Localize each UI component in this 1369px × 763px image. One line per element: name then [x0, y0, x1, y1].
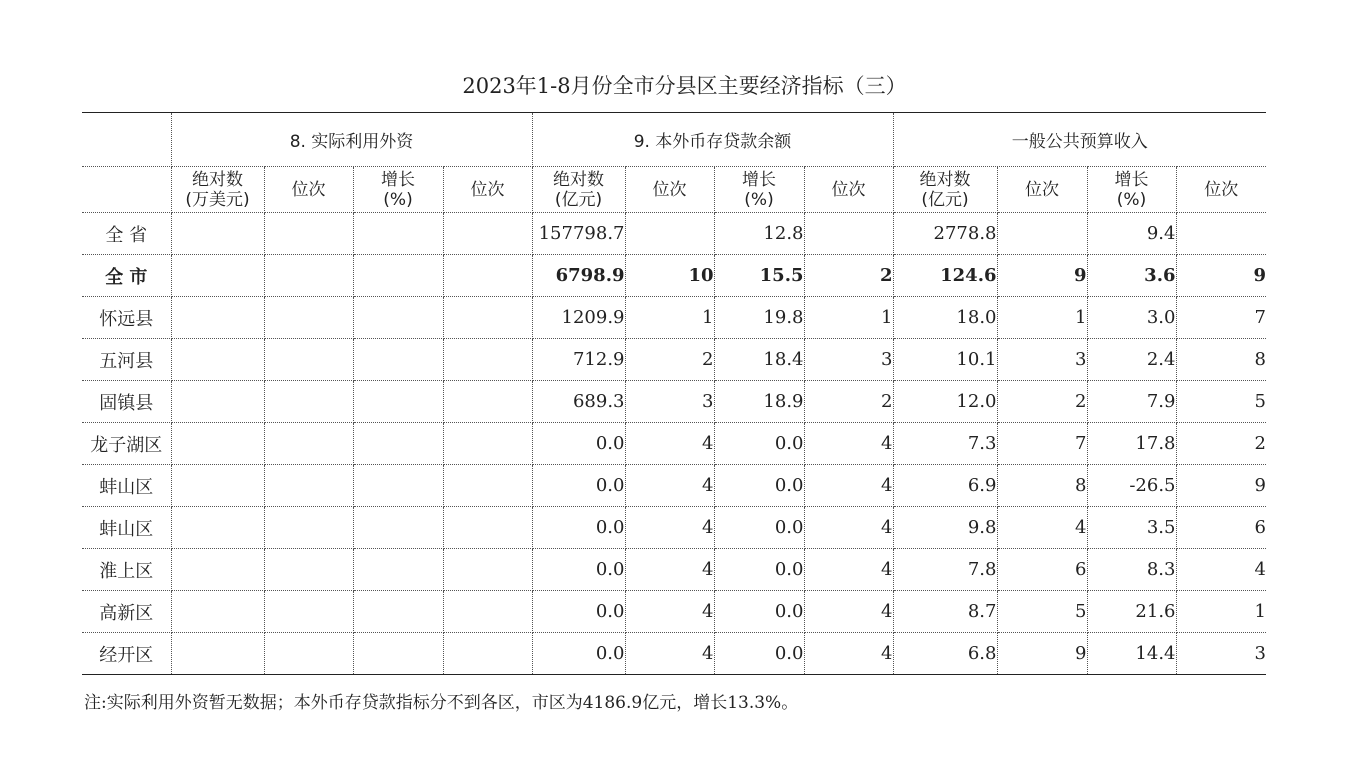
table-cell: 3	[997, 339, 1087, 381]
col-header-growth	[1087, 167, 1176, 213]
table-cell	[443, 633, 532, 675]
table-cell: 18.4	[714, 339, 804, 381]
table-row	[82, 549, 1266, 591]
table-cell	[171, 255, 264, 297]
table-cell	[443, 381, 532, 423]
table-cell: 7	[1176, 297, 1266, 339]
table-cell	[443, 465, 532, 507]
table-cell: 14.4	[1087, 633, 1176, 675]
region-name: 五河县	[82, 339, 171, 381]
region-name: 全 市	[82, 255, 171, 297]
table-cell: 689.3	[532, 381, 625, 423]
header-label: 增长	[742, 169, 776, 190]
table-cell	[171, 339, 264, 381]
table-cell	[443, 339, 532, 381]
table-cell	[171, 213, 264, 255]
corner-cell	[82, 113, 171, 167]
page-title: 2023年1-8月份全市分县区主要经济指标（三）	[462, 74, 907, 98]
corner-cell	[82, 167, 171, 213]
region-name: 蚌山区	[82, 465, 171, 507]
table-cell	[264, 255, 353, 297]
table-cell: 3	[625, 381, 714, 423]
table-row	[82, 297, 1266, 339]
table-cell	[264, 381, 353, 423]
col-header-growth	[714, 167, 804, 213]
table-cell: 6	[997, 549, 1087, 591]
table-cell: 0.0	[714, 465, 804, 507]
table-cell	[353, 423, 443, 465]
table-cell	[353, 381, 443, 423]
table-cell: 15.5	[714, 255, 804, 297]
header-unit: (万美元)	[185, 189, 250, 210]
indicator-table	[82, 112, 1266, 675]
table-cell	[443, 507, 532, 549]
table-cell: 5	[997, 591, 1087, 633]
table-cell: 8.7	[893, 591, 997, 633]
table-cell: 9	[997, 255, 1087, 297]
table-cell: 9.8	[893, 507, 997, 549]
table-cell: 1	[997, 297, 1087, 339]
table-cell: 9.4	[1087, 213, 1176, 255]
col-header-absolute	[893, 167, 997, 213]
table-cell: 2.4	[1087, 339, 1176, 381]
col-header-rank: 位次	[997, 167, 1087, 213]
table-cell	[443, 591, 532, 633]
table-cell: 18.0	[893, 297, 997, 339]
table-cell: 0.0	[532, 423, 625, 465]
region-name: 经开区	[82, 633, 171, 675]
table-cell: 1209.9	[532, 297, 625, 339]
col-header-rank: 位次	[1176, 167, 1266, 213]
table-cell	[171, 549, 264, 591]
table-cell: 6798.9	[532, 255, 625, 297]
region-name: 蚌山区	[82, 507, 171, 549]
table-cell: 4	[625, 549, 714, 591]
table-cell: 2	[997, 381, 1087, 423]
table-cell: 8	[1176, 339, 1266, 381]
table-cell: 2778.8	[893, 213, 997, 255]
table-cell	[353, 213, 443, 255]
region-name: 龙子湖区	[82, 423, 171, 465]
table-cell	[443, 213, 532, 255]
header-label: 绝对数	[919, 169, 971, 190]
table-cell: 2	[1176, 423, 1266, 465]
table-cell	[171, 381, 264, 423]
header-unit: (%)	[383, 189, 413, 210]
table-cell: 7.8	[893, 549, 997, 591]
table-cell	[353, 633, 443, 675]
table-cell: 6.9	[893, 465, 997, 507]
table-cell: 7	[997, 423, 1087, 465]
table-row	[82, 591, 1266, 633]
table-cell	[264, 339, 353, 381]
col-header-rank: 位次	[804, 167, 893, 213]
table-cell: 3.6	[1087, 255, 1176, 297]
table-cell: 3.0	[1087, 297, 1176, 339]
table-cell	[171, 633, 264, 675]
table-row	[82, 213, 1266, 255]
table-cell	[443, 549, 532, 591]
table-cell	[353, 591, 443, 633]
table-cell: 4	[997, 507, 1087, 549]
header-unit: (亿元)	[554, 189, 603, 210]
table-cell: 0.0	[714, 591, 804, 633]
table-cell	[353, 297, 443, 339]
region-name: 固镇县	[82, 381, 171, 423]
table-cell: 9	[1176, 465, 1266, 507]
table-cell: 12.0	[893, 381, 997, 423]
table-cell: 124.6	[893, 255, 997, 297]
table-cell: 4	[625, 423, 714, 465]
table-row	[82, 255, 1266, 297]
table-cell: 21.6	[1087, 591, 1176, 633]
table-cell: 0.0	[532, 591, 625, 633]
col-header-rank: 位次	[625, 167, 714, 213]
col-header-rank: 位次	[264, 167, 353, 213]
group-header-foreign-investment: 8. 实际利用外资	[171, 113, 532, 167]
table-cell: 3	[804, 339, 893, 381]
table-cell: 0.0	[714, 549, 804, 591]
table-cell	[443, 297, 532, 339]
table-cell: 4	[804, 507, 893, 549]
col-header-absolute	[532, 167, 625, 213]
table-cell	[264, 297, 353, 339]
table-cell	[443, 255, 532, 297]
table-cell	[1176, 213, 1266, 255]
header-unit: (%)	[1116, 189, 1147, 210]
table-cell: 6	[1176, 507, 1266, 549]
table-cell: 4	[804, 465, 893, 507]
table-cell: 4	[625, 465, 714, 507]
table-cell	[625, 213, 714, 255]
table-cell: 4	[625, 633, 714, 675]
footnote: 注:实际利用外资暂无数据；本外币存贷款指标分不到各区，市区为4186.9亿元，增长13.3%。	[84, 693, 799, 713]
table-cell	[353, 507, 443, 549]
table-cell: 4	[804, 423, 893, 465]
table-cell	[264, 633, 353, 675]
header-label: 增长	[1114, 169, 1149, 190]
col-header-absolute	[171, 167, 264, 213]
header-label: 增长	[381, 169, 415, 190]
header-unit: (亿元)	[921, 189, 969, 210]
table-cell: 9	[997, 633, 1087, 675]
table-cell	[264, 465, 353, 507]
table-cell: 4	[1176, 549, 1266, 591]
table-cell: 0.0	[714, 633, 804, 675]
table-cell: 18.9	[714, 381, 804, 423]
group-header-budget-revenue: 一般公共预算收入	[893, 113, 1266, 167]
table-cell: 6.8	[893, 633, 997, 675]
table-cell: 0.0	[532, 549, 625, 591]
table-cell: 4	[804, 633, 893, 675]
header-label: 绝对数	[192, 169, 243, 190]
table-cell: 10.1	[893, 339, 997, 381]
table-cell: 19.8	[714, 297, 804, 339]
table-cell	[264, 423, 353, 465]
table-cell: 3.5	[1087, 507, 1176, 549]
table-cell	[443, 423, 532, 465]
table-cell: 10	[625, 255, 714, 297]
table-cell	[353, 465, 443, 507]
table-cell	[264, 591, 353, 633]
table-cell: 12.8	[714, 213, 804, 255]
table-cell	[353, 339, 443, 381]
table-cell	[264, 213, 353, 255]
table-cell	[171, 297, 264, 339]
table-cell: 7.9	[1087, 381, 1176, 423]
region-name: 高新区	[82, 591, 171, 633]
table-cell: 4	[804, 591, 893, 633]
table-cell: -26.5	[1087, 465, 1176, 507]
table-cell: 4	[625, 507, 714, 549]
table-cell: 0.0	[532, 465, 625, 507]
table-cell	[353, 255, 443, 297]
table-cell: 9	[1176, 255, 1266, 297]
col-header-growth	[353, 167, 443, 213]
table-cell	[171, 591, 264, 633]
table-cell: 1	[804, 297, 893, 339]
table-cell	[264, 549, 353, 591]
table-cell: 0.0	[532, 507, 625, 549]
region-name: 全 省	[82, 213, 171, 255]
table-cell: 5	[1176, 381, 1266, 423]
table-cell: 2	[625, 339, 714, 381]
table-cell: 3	[1176, 633, 1266, 675]
table-cell: 0.0	[714, 423, 804, 465]
table-cell	[804, 213, 893, 255]
table-cell	[353, 549, 443, 591]
table-row	[82, 633, 1266, 675]
col-header-rank: 位次	[443, 167, 532, 213]
region-name: 怀远县	[82, 297, 171, 339]
region-name: 淮上区	[82, 549, 171, 591]
table-row	[82, 423, 1266, 465]
table-cell	[171, 423, 264, 465]
table-cell: 2	[804, 255, 893, 297]
header-unit: (%)	[744, 189, 774, 210]
header-label: 绝对数	[553, 169, 604, 190]
table-cell: 0.0	[532, 633, 625, 675]
table-row	[82, 507, 1266, 549]
table-cell	[171, 507, 264, 549]
group-header-deposits-loans: 9. 本外币存贷款余额	[532, 113, 893, 167]
table-cell	[997, 213, 1087, 255]
table-cell: 17.8	[1087, 423, 1176, 465]
table-cell: 4	[625, 591, 714, 633]
table-cell: 8	[997, 465, 1087, 507]
table-cell: 1	[1176, 591, 1266, 633]
table-cell: 1	[625, 297, 714, 339]
table-cell: 157798.7	[532, 213, 625, 255]
table-cell: 7.3	[893, 423, 997, 465]
table-cell: 2	[804, 381, 893, 423]
table-row	[82, 339, 1266, 381]
table-cell: 8.3	[1087, 549, 1176, 591]
table-row	[82, 381, 1266, 423]
table-cell	[171, 465, 264, 507]
table-cell	[264, 507, 353, 549]
table-cell: 0.0	[714, 507, 804, 549]
table-cell: 712.9	[532, 339, 625, 381]
table-cell: 4	[804, 549, 893, 591]
table-row	[82, 465, 1266, 507]
